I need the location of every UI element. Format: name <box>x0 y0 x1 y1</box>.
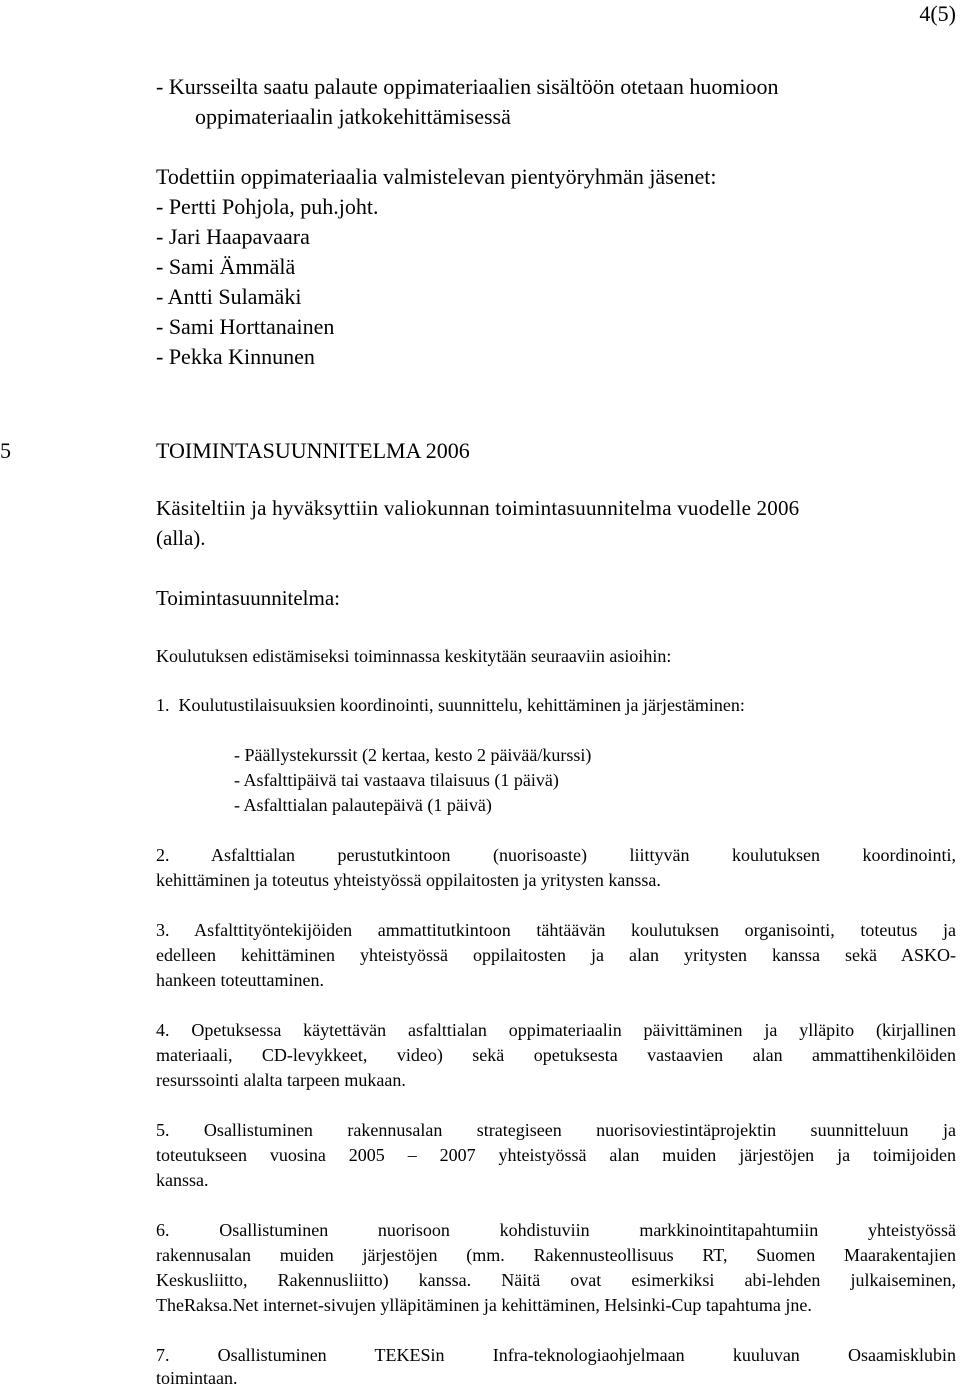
group-intro: Todettiin oppimateriaalia valmistelevan pientyöryhmän jäsenet: <box>156 164 717 189</box>
plan-item-4-line: materiaali, CD-levykkeet, video) sekä opetuksesta vastaavien alan ammattihenkilöiden <box>156 1045 956 1065</box>
section-text-cont: (alla). <box>156 526 206 550</box>
section-title: TOIMINTASUUNNITELMA 2006 <box>156 438 470 463</box>
member-item: - Sami Ämmälä <box>156 254 296 279</box>
member-item: - Antti Sulamäki <box>156 284 302 309</box>
plan-subitem: - Päällystekurssit (2 kertaa, kesto 2 päivää/kurssi) <box>234 745 592 765</box>
plan-item-6-line: rakennusalan muiden järjestöjen (mm. Rakennusteollisuus RT, Suomen Maarakentajien <box>156 1245 956 1265</box>
page-number: 4(5) <box>919 1 956 26</box>
plan-subitem: - Asfalttipäivä tai vastaava tilaisuus (1 päivä) <box>234 770 559 790</box>
plan-item-5-line: kanssa. <box>156 1170 209 1190</box>
plan-item-6-line: Keskusliitto, Rakennusliitto) kanssa. Näitä ovat esimerkiksi abi-lehden julkaiseminen, <box>156 1270 956 1290</box>
plan-intro: Koulutuksen edistämiseksi toiminnassa keskitytään seuraaviin asioihin: <box>156 646 672 666</box>
member-item: - Pekka Kinnunen <box>156 344 315 369</box>
section-text: Käsiteltiin ja hyväksyttiin valiokunnan toimintasuunnitelma vuodelle 2006 <box>156 496 800 520</box>
plan-heading: Toimintasuunnitelma: <box>156 586 341 610</box>
member-item: - Jari Haapavaara <box>156 224 310 249</box>
section-number: 5 <box>0 438 11 463</box>
plan-item-1: 1. Koulutustilaisuuksien koordinointi, suunnittelu, kehittäminen ja järjestäminen: <box>156 695 745 715</box>
plan-item-3-line: edelleen kehittäminen yhteistyössä oppilaitosten ja alan yritysten kanssa sekä ASKO- <box>156 945 956 965</box>
plan-item-4-line: 4. Opetuksessa käytettävän asfalttialan oppimateriaalin päivittäminen ja ylläpito (kirjallinen <box>156 1020 956 1040</box>
feedback-line-cont: oppimateriaalin jatkokehittämisessä <box>195 104 511 129</box>
plan-item-7-line: toimintaan. <box>156 1368 238 1388</box>
plan-item-2-line: 2. Asfalttialan perustutkintoon (nuorisoaste) liittyvän koulutuksen koordinointi, <box>156 845 956 865</box>
plan-item-5-line: toteutukseen vuosina 2005 – 2007 yhteistyössä alan muiden järjestöjen ja toimijoiden <box>156 1145 956 1165</box>
member-item: - Pertti Pohjola, puh.joht. <box>156 194 379 219</box>
member-item: - Sami Horttanainen <box>156 314 335 339</box>
plan-item-6-line: 6. Osallistuminen nuorisoon kohdistuviin markkinointitapahtumiin yhteistyössä <box>156 1220 956 1240</box>
plan-item-4-line: resurssointi alalta tarpeen mukaan. <box>156 1070 406 1090</box>
plan-item-2-line: kehittäminen ja toteutus yhteistyössä oppilaitosten ja yritysten kanssa. <box>156 870 661 890</box>
plan-item-5-line: 5. Osallistuminen rakennusalan strategiseen nuorisoviestintäprojektin suunnitteluun ja <box>156 1120 956 1140</box>
plan-item-7-line: 7. Osallistuminen TEKESin Infra-teknologiaohjelmaan kuuluvan Osaamisklubin <box>156 1345 956 1365</box>
feedback-line: - Kursseilta saatu palaute oppimateriaalien sisältöön otetaan huomioon <box>156 74 779 99</box>
plan-item-6-line: TheRaksa.Net internet-sivujen ylläpitäminen ja kehittäminen, Helsinki-Cup tapahtuma jne. <box>156 1295 812 1315</box>
plan-item-3-line: hankeen toteuttaminen. <box>156 970 324 990</box>
plan-item-3-line: 3. Asfalttityöntekijöiden ammattitutkintoon tähtäävän koulutuksen organisointi, toteutus ja <box>156 920 956 940</box>
plan-subitem: - Asfalttialan palautepäivä (1 päivä) <box>234 795 492 815</box>
